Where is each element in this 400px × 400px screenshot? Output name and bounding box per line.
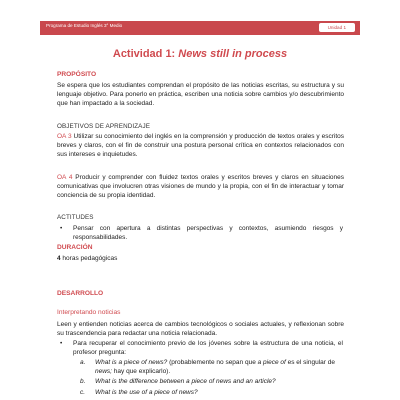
activity-title bbox=[0, 48, 400, 60]
actitudes-heading: ACTITUDES bbox=[57, 214, 94, 221]
oa3-paragraph bbox=[57, 132, 344, 160]
program-title: Programa de Estudio Inglés 3° Medio bbox=[46, 23, 123, 28]
oa4-paragraph bbox=[57, 173, 344, 201]
oa4-text: Producir y comprender con fluidez textos orales y escritos breves y claros en situaciones comunicativas que involucren otras visiones de mundo y la propia, con el fin de interactuar y tomar conciencia de su propia identidad. bbox=[57, 174, 344, 200]
question-letter: b. bbox=[80, 378, 86, 385]
activity-title-italic: News still in process bbox=[178, 48, 288, 60]
header-banner bbox=[40, 21, 360, 35]
bullet: • bbox=[60, 225, 63, 232]
question-text: What is the use of a piece of news? bbox=[95, 389, 198, 396]
proposito-text: Se espera que los estudiantes comprendan el propósito de las noticias escritas, su estructura y su lenguaje objetivo. Para ponerlo en práctica, escriben una noticia sobre cambios y/o descubrimiento que han impactado a la sociedad. bbox=[57, 82, 344, 108]
desarrollo-intro: Leen y entienden noticias acerca de cambios tecnológicos o sociales actuales, y reflexionan sobre su trascendencia para redactar una noticia relacionada. bbox=[57, 321, 344, 338]
duracion-label: horas pedagógicas bbox=[60, 255, 118, 262]
oa3-code: OA 3 bbox=[57, 133, 72, 140]
duracion-heading: DURACIÓN bbox=[57, 244, 93, 251]
oa3-text: Utilizar su conocimiento del inglés en la comprensión y producción de textos orales y escritos breves y claros, con el fin de construir una postura personal crítica en contextos relacionados con sus intereses e inquietudes. bbox=[57, 133, 344, 159]
objetivos-heading: OBJETIVOS DE APRENDIZAJE bbox=[57, 123, 151, 130]
question-letter: c. bbox=[80, 389, 86, 396]
desarrollo-subheading: Interpretando noticias bbox=[57, 309, 121, 316]
question-text: What is the difference between a piece of news and an article? bbox=[95, 378, 276, 385]
activity-title-prefix: Actividad 1: bbox=[112, 48, 179, 60]
bullet: • bbox=[60, 340, 63, 347]
question-text: What is a piece of news? (probablemente no sepan que a piece of es el singular de news; hay que explicarlo). bbox=[95, 359, 335, 376]
actitudes-text: Pensar con apertura a distintas perspectivas y contextos, asumiendo riesgos y responsabilidades. bbox=[73, 225, 343, 242]
unit-badge: Unidad 1 bbox=[319, 23, 355, 32]
duracion-hours: 4 bbox=[57, 255, 61, 262]
oa4-code: OA 4 bbox=[57, 174, 73, 181]
duracion-text bbox=[57, 254, 344, 263]
proposito-heading: PROPÓSITO bbox=[57, 71, 97, 78]
question-letter: a. bbox=[80, 359, 86, 366]
desarrollo-bullet-text: Para recuperar el conocimiento previo de los jóvenes sobre la estructura de una noticia, el profesor pregunta: bbox=[73, 340, 343, 357]
desarrollo-heading: DESARROLLO bbox=[57, 290, 104, 297]
